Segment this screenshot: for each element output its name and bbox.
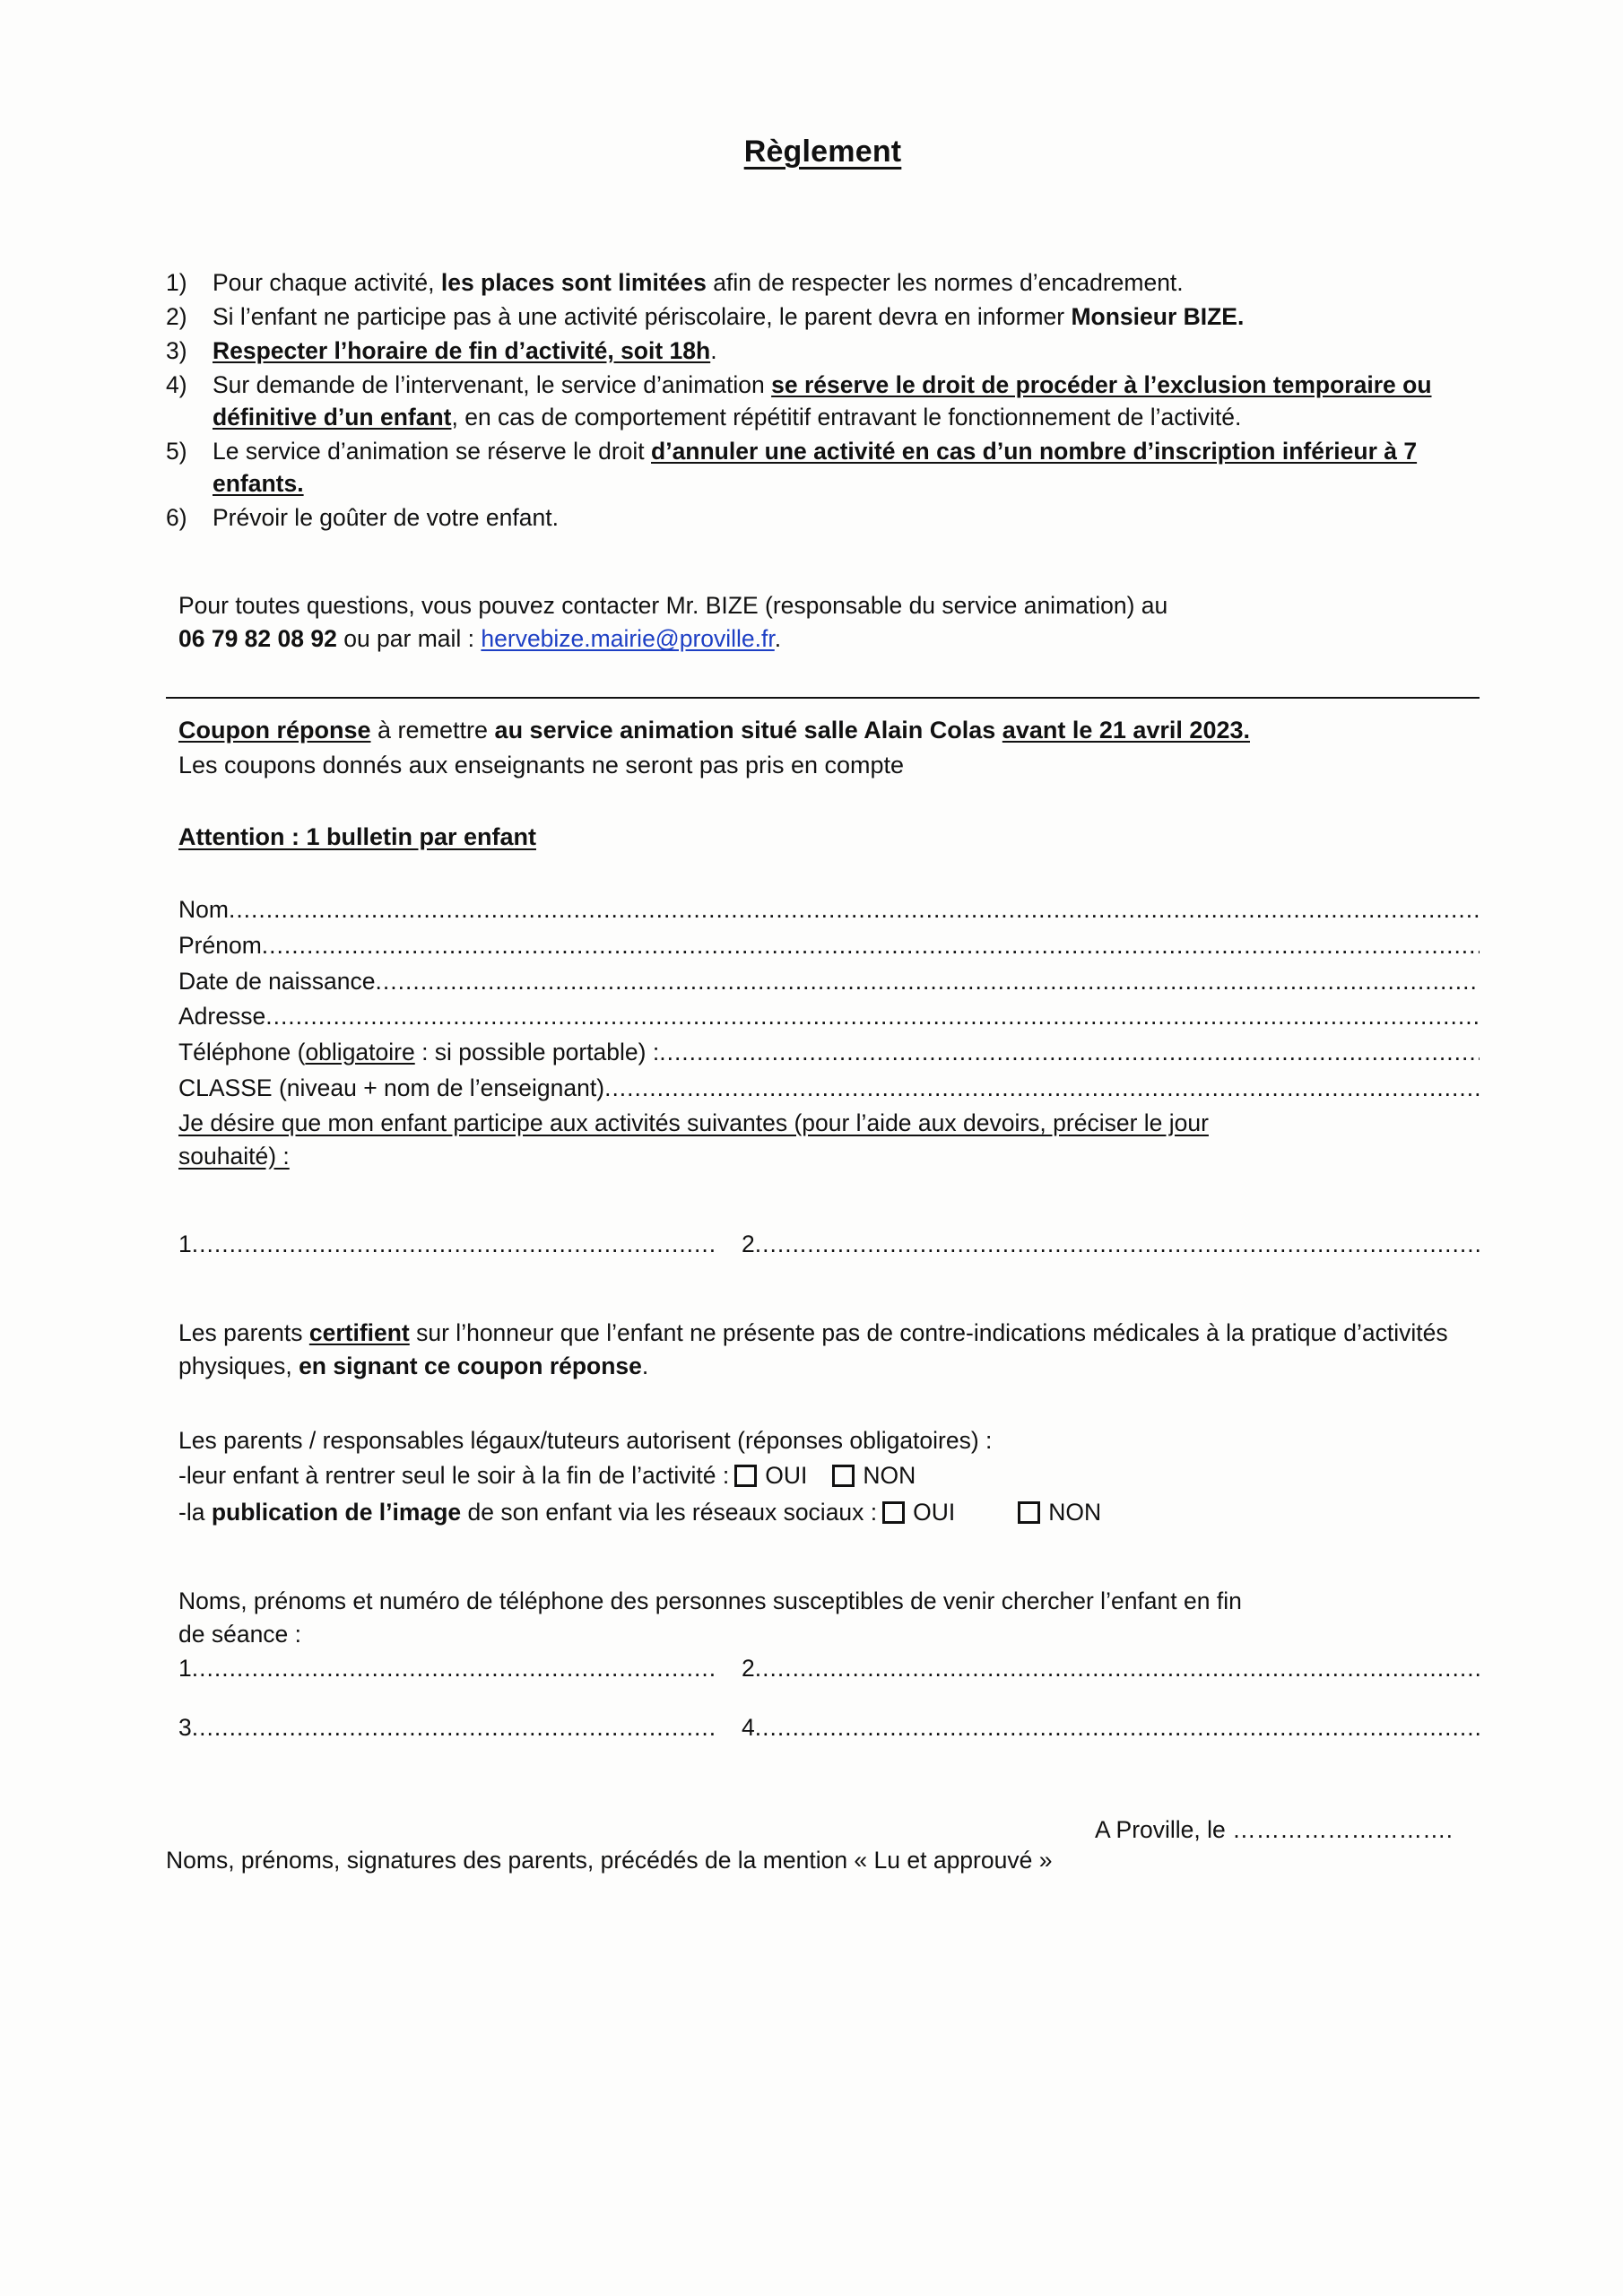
authorization-label: -leur enfant à rentrer seul le soir à la fin de l’activité : bbox=[178, 1461, 730, 1489]
rule-text bbox=[213, 438, 1417, 497]
rule-text-part-bold: les places sont limitées bbox=[440, 269, 707, 296]
identity-fields bbox=[166, 892, 1480, 1173]
rule-text-part-bold: Monsieur BIZE. bbox=[1071, 303, 1245, 331]
authorization-row-return-alone bbox=[178, 1457, 1480, 1494]
rule-text: Prévoir le goûter de votre enfant. bbox=[213, 504, 559, 532]
rule-item-2 bbox=[166, 300, 1480, 333]
rule-number: 4) bbox=[166, 371, 187, 399]
contact-block bbox=[166, 589, 1480, 656]
rule-item-1 bbox=[166, 266, 1480, 299]
field-label-part: Téléphone ( bbox=[178, 1039, 306, 1066]
contact-mail-prefix: ou par mail : bbox=[336, 625, 482, 653]
field-label bbox=[178, 1035, 659, 1071]
coupon-lead-mid: à remettre bbox=[370, 717, 495, 744]
authorization-label-part: de son enfant via les réseaux sociaux : bbox=[461, 1498, 878, 1526]
contact-email-link[interactable]: hervebize.mairie@proville.fr bbox=[481, 625, 775, 653]
slot-index: 1 bbox=[178, 1655, 192, 1683]
desire-line-2: souhaité) : bbox=[178, 1142, 290, 1170]
contact-line-1: Pour toutes questions, vous pouvez contacter Mr. BIZE (responsable du service animation) au bbox=[178, 592, 1168, 620]
activity-slot-2[interactable] bbox=[716, 1227, 1480, 1263]
pickup-slot-1[interactable] bbox=[178, 1651, 716, 1687]
slot-index: 3 bbox=[178, 1713, 192, 1741]
rule-text-part: Pour chaque activité, bbox=[213, 269, 441, 296]
certify-part: . bbox=[641, 1352, 649, 1379]
field-adresse[interactable] bbox=[178, 999, 1480, 1035]
section-divider bbox=[166, 697, 1480, 699]
rule-number: 5) bbox=[166, 438, 187, 465]
coupon-header bbox=[166, 713, 1480, 747]
authorizations-intro: Les parents / responsables légaux/tuteurs autorisent (réponses obligatoires) : bbox=[178, 1426, 993, 1454]
slot-dotted-line[interactable] bbox=[192, 1710, 716, 1746]
rule-text-part-bold-underline: Respecter l’horaire de fin d’activité, soit 18h bbox=[213, 337, 711, 365]
rule-text bbox=[213, 303, 1244, 330]
rule-text-part: . bbox=[710, 337, 717, 365]
field-date-de-naissance[interactable] bbox=[178, 964, 1480, 1000]
rule-text-part: Si l’enfant ne participe pas à une activité périscolaire, le parent devra en informer bbox=[213, 303, 1072, 331]
rule-number: 6) bbox=[166, 504, 187, 532]
certification-paragraph bbox=[166, 1317, 1480, 1383]
pickup-line-2: de séance : bbox=[178, 1621, 302, 1648]
field-label: CLASSE (niveau + nom de l’enseignant) bbox=[178, 1074, 605, 1101]
field-telephone[interactable] bbox=[178, 1035, 1480, 1071]
field-dotted-line[interactable] bbox=[659, 1035, 1480, 1071]
authorization-label-part: -la bbox=[178, 1498, 212, 1526]
pickup-slot-3[interactable] bbox=[178, 1710, 716, 1746]
slot-dotted-line[interactable] bbox=[192, 1651, 716, 1687]
rule-item-6 bbox=[166, 501, 1480, 534]
slot-dotted-line[interactable] bbox=[755, 1651, 1480, 1687]
activity-slot-1[interactable] bbox=[178, 1227, 716, 1263]
pickup-slots-row-2 bbox=[178, 1710, 1480, 1746]
certify-bold: en signant ce coupon réponse bbox=[299, 1352, 642, 1379]
field-dotted-line[interactable] bbox=[265, 999, 1480, 1035]
rule-text-part-bold-underline: se réserve le droit de procéder à l’exclusion temporaire ou définitive d’un enfant bbox=[213, 371, 1432, 431]
field-label-part: : si possible portable) : bbox=[414, 1039, 660, 1066]
document-sheet bbox=[166, 135, 1480, 1877]
slot-index: 1 bbox=[178, 1230, 192, 1257]
field-dotted-line[interactable] bbox=[604, 1071, 1480, 1107]
certify-part: sur l’honneur que l’enfant ne présente pas de contre-indications médicales à la pratique d’activités physiques, bbox=[178, 1318, 1448, 1379]
slot-dotted-line[interactable] bbox=[192, 1227, 716, 1263]
coupon-deadline: avant le 21 avril 2023. bbox=[1002, 717, 1250, 744]
authorization-label-bold: publication de l’image bbox=[211, 1498, 462, 1526]
contact-line-2 bbox=[178, 622, 1480, 656]
pickup-slot-2[interactable] bbox=[716, 1651, 1480, 1687]
checkbox-label-non: NON bbox=[1048, 1498, 1102, 1526]
authorization-label bbox=[178, 1494, 877, 1531]
slot-dotted-line[interactable] bbox=[755, 1227, 1480, 1263]
field-label: Date de naissance bbox=[178, 967, 376, 995]
activity-slots-row bbox=[166, 1227, 1480, 1263]
desire-line-1: Je désire que mon enfant participe aux activités suivantes (pour l’aide aux devoirs, préciser le jour bbox=[178, 1109, 1209, 1136]
field-label: Nom bbox=[178, 896, 229, 924]
coupon-note: Les coupons donnés aux enseignants ne seront pas pris en compte bbox=[178, 751, 905, 778]
pickup-line-1: Noms, prénoms et numéro de téléphone des personnes susceptibles de venir chercher l’enfant en fin bbox=[178, 1587, 1242, 1614]
rule-text bbox=[213, 371, 1432, 430]
rule-text-part: Sur demande de l’intervenant, le service d’animation bbox=[213, 371, 772, 399]
slot-index: 2 bbox=[742, 1230, 755, 1257]
checkbox-image-publication-non[interactable] bbox=[1018, 1501, 1040, 1524]
rules-list bbox=[166, 266, 1480, 534]
rule-text-part-bold-underline: d’annuler une activité en cas d’un nombre d’inscription inférieur à 7 enfants. bbox=[213, 438, 1418, 498]
field-nom[interactable] bbox=[178, 892, 1480, 928]
desire-statement bbox=[178, 1107, 1480, 1173]
contact-line-end: . bbox=[774, 625, 782, 653]
certify-emphasis: certifient bbox=[308, 1318, 410, 1346]
rule-text-part: afin de respecter les normes d’encadrement. bbox=[706, 269, 1184, 296]
checkbox-image-publication-oui[interactable] bbox=[882, 1501, 905, 1524]
rule-item-5 bbox=[166, 435, 1480, 500]
coupon-location: au service animation situé salle Alain Colas bbox=[494, 717, 996, 744]
signature-mention-line: Noms, prénoms, signatures des parents, précédés de la mention « Lu et approuvé » bbox=[166, 1846, 1053, 1874]
coupon-label: Coupon réponse bbox=[178, 717, 371, 744]
checkbox-return-alone-non[interactable] bbox=[832, 1465, 855, 1487]
rule-text bbox=[213, 269, 1184, 296]
pickup-block bbox=[166, 1585, 1480, 1746]
rule-text bbox=[213, 337, 717, 364]
rule-item-3 bbox=[166, 335, 1480, 367]
checkbox-return-alone-oui[interactable] bbox=[734, 1465, 757, 1487]
authorizations-block bbox=[166, 1424, 1480, 1531]
checkbox-label-oui: OUI bbox=[765, 1461, 808, 1489]
field-label-emphasis: obligatoire bbox=[305, 1039, 415, 1066]
page-title: Règlement bbox=[743, 135, 902, 169]
certify-part: Les parents bbox=[178, 1318, 309, 1346]
attention-notice: Attention : 1 bulletin par enfant bbox=[178, 823, 536, 851]
field-dotted-line[interactable] bbox=[262, 928, 1480, 964]
rule-number: 1) bbox=[166, 269, 187, 296]
coupon-space bbox=[995, 717, 1002, 744]
field-dotted-line[interactable] bbox=[376, 964, 1480, 1000]
contact-phone: 06 79 82 08 92 bbox=[178, 625, 337, 653]
field-label: Adresse bbox=[178, 1003, 266, 1031]
slot-index: 2 bbox=[742, 1655, 755, 1683]
rule-number: 2) bbox=[166, 303, 187, 331]
checkbox-label-non: NON bbox=[863, 1461, 916, 1489]
field-prenom[interactable] bbox=[178, 928, 1480, 964]
rule-item-4 bbox=[166, 369, 1480, 433]
rule-number: 3) bbox=[166, 337, 187, 365]
checkbox-label-oui: OUI bbox=[913, 1498, 956, 1526]
slot-dotted-line[interactable] bbox=[755, 1710, 1480, 1746]
rule-text-part: , en cas de comportement répétitif entravant le fonctionnement de l’activité. bbox=[451, 404, 1242, 431]
slot-index: 4 bbox=[742, 1713, 755, 1741]
authorization-row-image-publication bbox=[178, 1494, 1480, 1531]
field-label: Prénom bbox=[178, 931, 262, 959]
signature-place-line[interactable]: A Proville, le ………………………. bbox=[1094, 1815, 1453, 1843]
pickup-slot-4[interactable] bbox=[716, 1710, 1480, 1746]
rule-text-part: Le service d’animation se réserve le droit bbox=[213, 438, 652, 465]
field-classe[interactable] bbox=[178, 1071, 1480, 1107]
pickup-slots-row-1 bbox=[178, 1651, 1480, 1687]
field-dotted-line[interactable] bbox=[229, 892, 1480, 928]
